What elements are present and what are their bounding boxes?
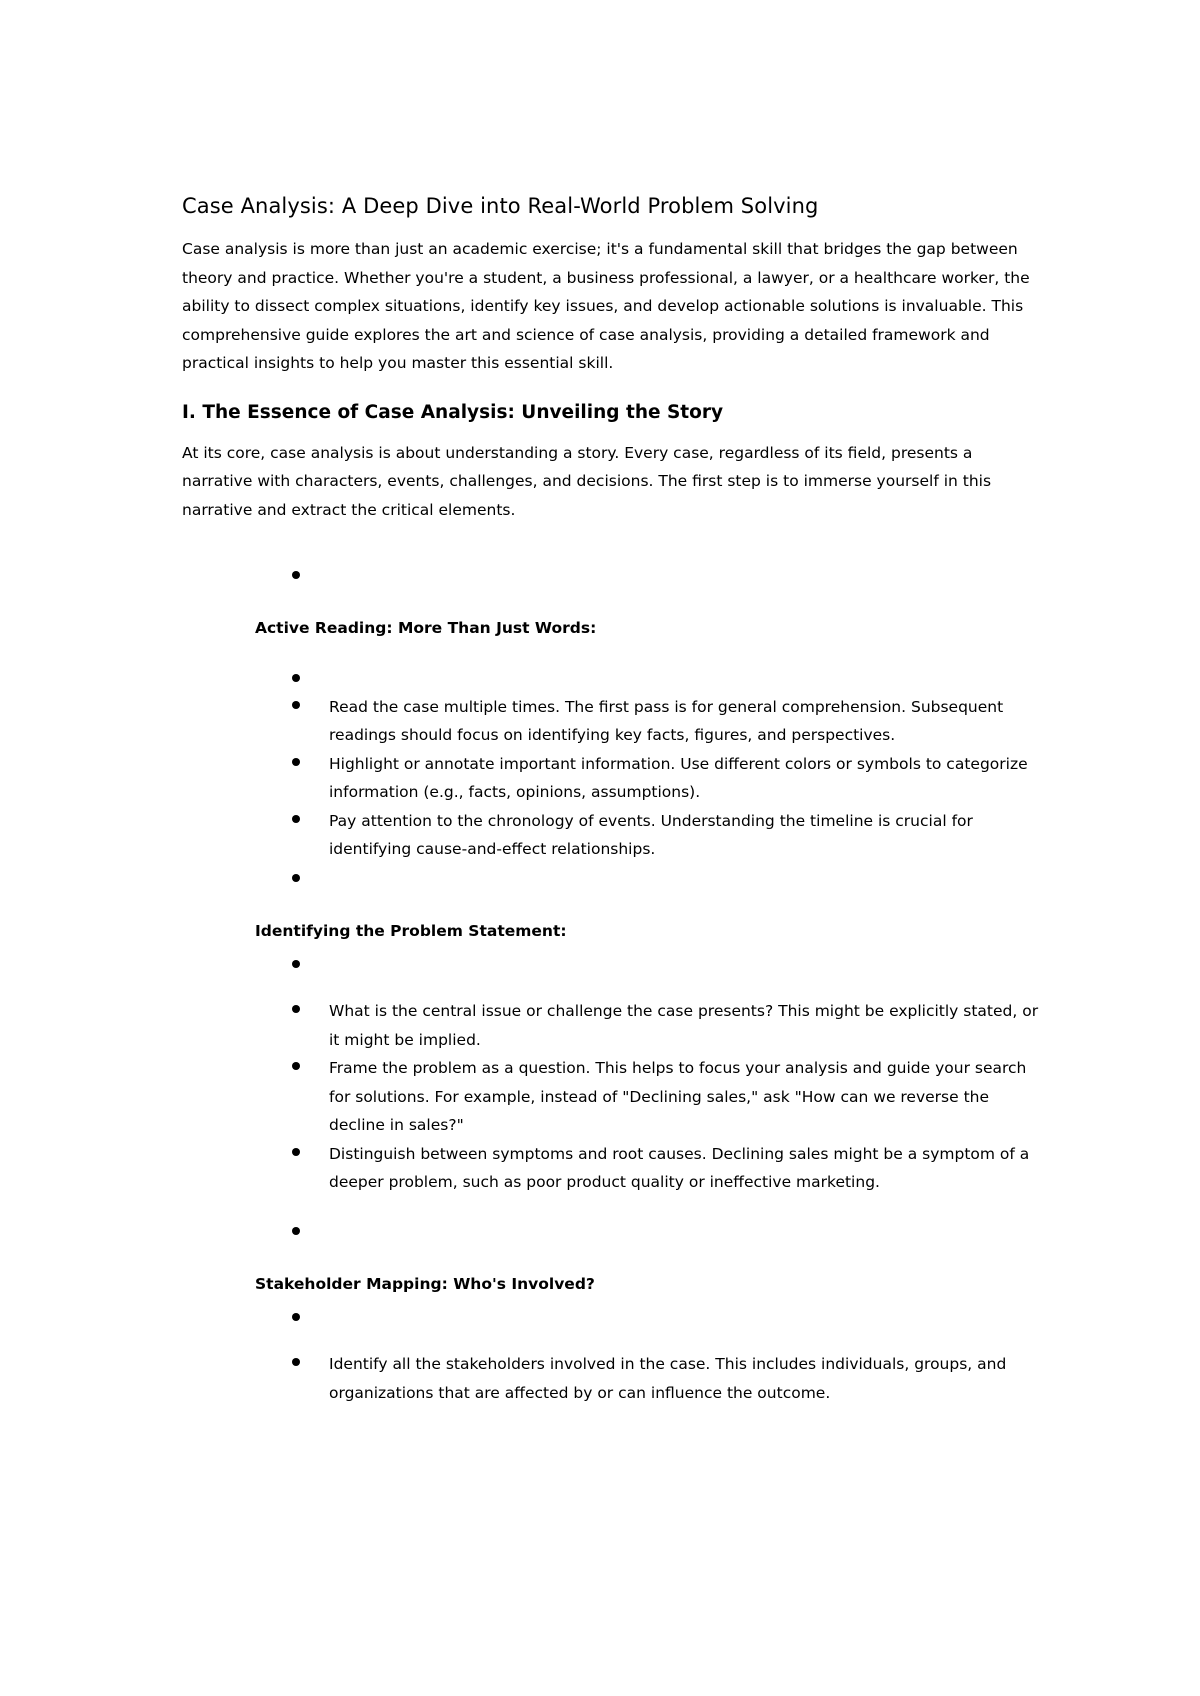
list-item bbox=[329, 997, 1042, 1054]
bullet-icon bbox=[292, 1227, 300, 1235]
intro-paragraph: Case analysis is more than just an academic exercise; it's a fundamental skill that bridges the gap between theory and practice. Whether you're a student, a business professional, a lawyer, or a healthcare worker, the ability to dissect complex situations, identify key issues, and develop actionable solutions is invaluable. This comprehensive guide explores the art and science of case analysis, providing a detailed framework and practical insights to help you master this essential skill. bbox=[182, 240, 1030, 372]
empty-list-item bbox=[182, 561, 1042, 590]
bullet-icon bbox=[292, 815, 300, 823]
list-item-text: Pay attention to the chronology of events. Understanding the timeline is crucial for identifying cause-and-effect relationships. bbox=[329, 811, 973, 858]
active-reading-list bbox=[329, 693, 1042, 864]
list-item-text: Identify all the stakeholders involved in the case. This includes individuals, groups, and organizations that are affected by or can influence the outcome. bbox=[329, 1355, 1007, 1402]
active-reading-heading: Active Reading: More Than Just Words: bbox=[255, 618, 597, 637]
bullet-icon bbox=[292, 1062, 300, 1070]
bullet-icon bbox=[292, 674, 300, 682]
empty-list-item bbox=[182, 1303, 1042, 1332]
empty-list-item bbox=[182, 950, 1042, 979]
problem-statement-list bbox=[329, 997, 1042, 1197]
bullet-icon bbox=[292, 1313, 300, 1321]
problem-statement-heading: Identifying the Problem Statement: bbox=[255, 922, 567, 940]
section-heading: I. The Essence of Case Analysis: Unveiling the Story bbox=[182, 401, 724, 423]
list-item bbox=[329, 693, 1042, 750]
bullet-icon bbox=[292, 571, 300, 579]
list-item-text: Read the case multiple times. The first pass is for general comprehension. Subsequent readings should focus on identifying key facts, figures, and perspectives. bbox=[329, 697, 1004, 744]
list-item-text: Highlight or annotate important information. Use different colors or symbols to categorize information (e.g., facts, opinions, assumptions). bbox=[329, 754, 1028, 801]
empty-list-item bbox=[182, 1217, 1042, 1246]
bullet-icon bbox=[292, 1148, 300, 1156]
document-title: Case Analysis: A Deep Dive into Real-World Problem Solving bbox=[182, 194, 819, 218]
list-item-text: Frame the problem as a question. This helps to focus your analysis and guide your search for solutions. For example, instead of "Declining sales," ask "How can we reverse the decline in sales?" bbox=[329, 1059, 1027, 1134]
bullet-icon bbox=[292, 960, 300, 968]
stakeholders-heading: Stakeholder Mapping: Who's Involved? bbox=[255, 1275, 595, 1293]
list-item-text: Distinguish between symptoms and root causes. Declining sales might be a symptom of a deeper problem, such as poor product quality or ineffective marketing. bbox=[329, 1144, 1030, 1191]
bullet-icon bbox=[292, 1358, 300, 1366]
bullet-icon bbox=[292, 1005, 300, 1013]
list-item bbox=[329, 750, 1042, 807]
list-item bbox=[329, 1350, 1042, 1407]
empty-list-item bbox=[182, 864, 1042, 893]
bullet-icon bbox=[292, 874, 300, 882]
document-page bbox=[182, 192, 1042, 1407]
list-item bbox=[329, 807, 1042, 864]
stakeholders-list bbox=[329, 1350, 1042, 1407]
list-item-text: What is the central issue or challenge the case presents? This might be explicitly stated, or it might be implied. bbox=[329, 1002, 1039, 1049]
list-item bbox=[329, 1140, 1042, 1197]
list-item bbox=[329, 1054, 1042, 1140]
bullet-icon bbox=[292, 701, 300, 709]
bullet-icon bbox=[292, 758, 300, 766]
section-paragraph: At its core, case analysis is about understanding a story. Every case, regardless of its field, presents a narrative with characters, events, challenges, and decisions. The first step is to immerse yourself in this narrative and extract the critical elements. bbox=[182, 443, 992, 519]
empty-list-item bbox=[182, 664, 1042, 693]
